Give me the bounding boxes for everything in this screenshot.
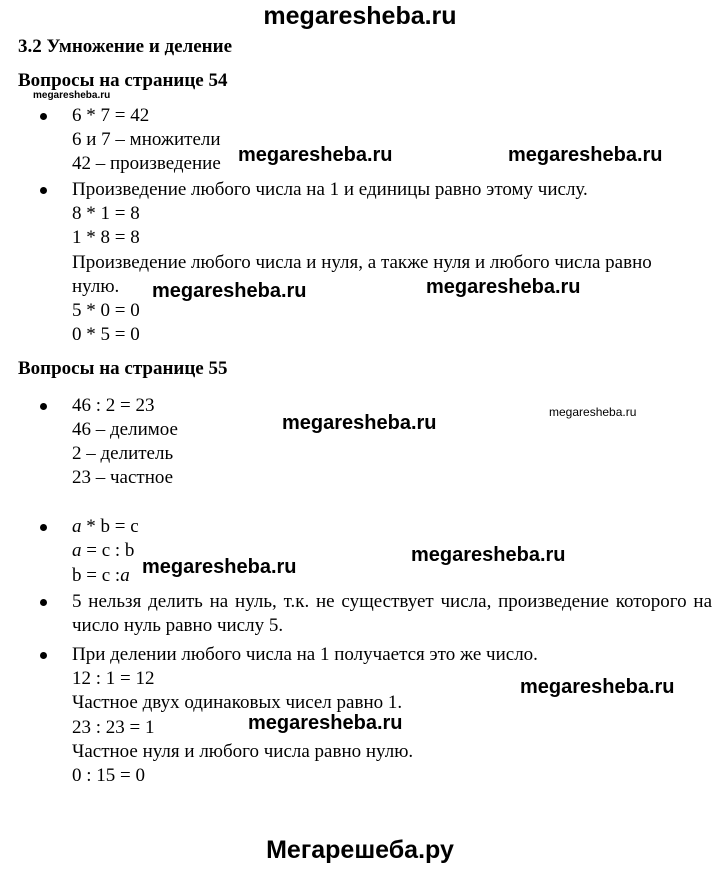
tiny-watermark: megaresheba.ru bbox=[33, 90, 111, 101]
p54-b1-line3: 42 – произведение bbox=[72, 153, 221, 174]
p54-b2-line6: 5 * 0 = 0 bbox=[72, 300, 140, 321]
inline-watermark: megaresheba.ru bbox=[282, 412, 437, 434]
page54-heading: Вопросы на странице 54 bbox=[18, 70, 228, 91]
inline-watermark: megaresheba.ru bbox=[152, 280, 307, 302]
p55-b4-line3: Частное двух одинаковых чисел равно 1. bbox=[72, 692, 403, 713]
p54-b2-line2: 8 * 1 = 8 bbox=[72, 203, 140, 224]
p55-b1-line4: 23 – частное bbox=[72, 467, 174, 488]
p55-b2-line3 bbox=[72, 564, 130, 588]
p55-b2-line1 bbox=[72, 515, 139, 539]
p55-b1-line2: 46 – делимое bbox=[72, 419, 178, 440]
bullet bbox=[40, 403, 47, 410]
footer-watermark: Мегарешеба.ру bbox=[266, 836, 454, 864]
p55-b2-line1-rest: * b = c bbox=[81, 516, 139, 537]
p54-b1-line2: 6 и 7 – множители bbox=[72, 129, 221, 150]
p54-b2-line4: Произведение любого числа и нуля, а также нуля и любого числа равно bbox=[72, 252, 652, 273]
bullet bbox=[40, 524, 47, 531]
p55-b1-line1: 46 : 2 = 23 bbox=[72, 395, 155, 416]
bullet bbox=[40, 187, 47, 194]
p55-b4-line1: При делении любого числа на 1 получается это же число. bbox=[72, 644, 538, 665]
p54-b2-line5: нулю. bbox=[72, 276, 120, 297]
var-a: a bbox=[72, 516, 82, 537]
inline-watermark: megaresheba.ru bbox=[411, 544, 566, 566]
p54-b2-line7: 0 * 5 = 0 bbox=[72, 324, 140, 345]
small-watermark: megaresheba.ru bbox=[549, 405, 637, 419]
p54-b2-line3: 1 * 8 = 8 bbox=[72, 227, 140, 248]
header-watermark: megaresheba.ru bbox=[263, 2, 457, 30]
p54-b2-line1: Произведение любого числа на 1 и единицы равно этому числу. bbox=[72, 179, 588, 200]
p55-b1-line3: 2 – делитель bbox=[72, 443, 174, 464]
bullet bbox=[40, 113, 47, 120]
bullet bbox=[40, 599, 47, 606]
p55-b3-text: 5 нельзя делить на нуль, т.к. не существует числа, произведение которого на число нуль равно числу 5. bbox=[72, 591, 712, 636]
p55-b4-line4: 23 : 23 = 1 bbox=[72, 717, 155, 738]
p54-b1-line1: 6 * 7 = 42 bbox=[72, 105, 150, 126]
bullet bbox=[40, 652, 47, 659]
inline-watermark: megaresheba.ru bbox=[142, 556, 297, 578]
var-a: a bbox=[72, 540, 82, 561]
p55-b4-line5: Частное нуля и любого числа равно нулю. bbox=[72, 741, 414, 762]
p55-b2-line3-pre: b = c : bbox=[72, 565, 121, 586]
var-a: a bbox=[120, 565, 130, 586]
p55-b2-line2-rest: = c : b bbox=[81, 540, 135, 561]
inline-watermark: megaresheba.ru bbox=[426, 276, 581, 298]
inline-watermark: megaresheba.ru bbox=[508, 144, 663, 166]
p55-b2-line2 bbox=[72, 539, 134, 563]
inline-watermark: megaresheba.ru bbox=[238, 144, 393, 166]
inline-watermark: megaresheba.ru bbox=[248, 712, 403, 734]
inline-watermark: megaresheba.ru bbox=[520, 676, 675, 698]
p55-b4-line6: 0 : 15 = 0 bbox=[72, 765, 145, 786]
section-title: 3.2 Умножение и деление bbox=[18, 36, 233, 57]
page55-heading: Вопросы на странице 55 bbox=[18, 358, 228, 379]
p55-b4-line2: 12 : 1 = 12 bbox=[72, 668, 155, 689]
